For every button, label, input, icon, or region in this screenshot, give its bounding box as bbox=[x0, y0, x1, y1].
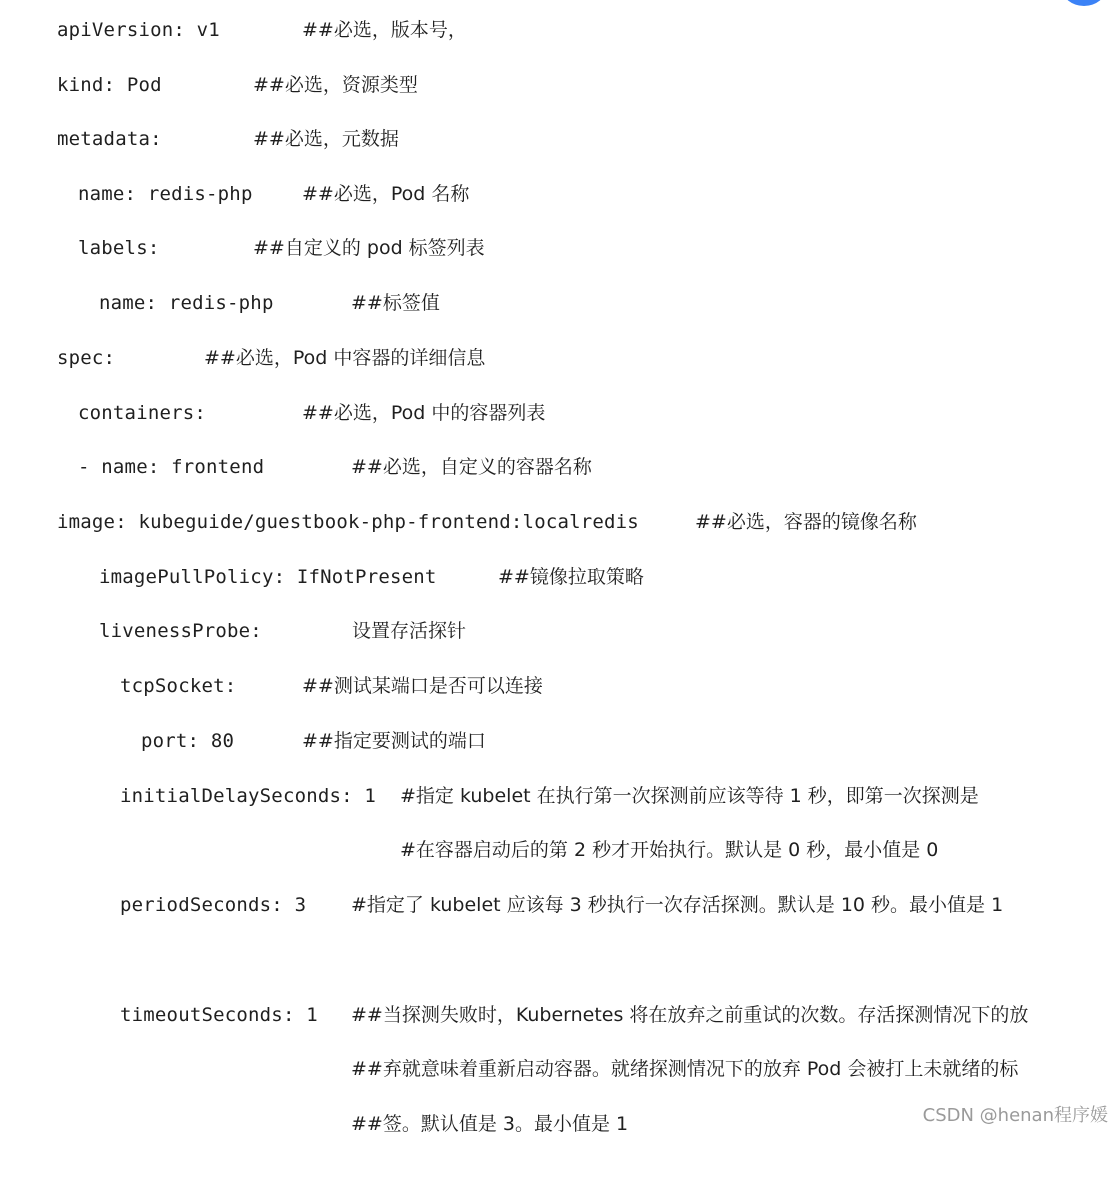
yaml-key: name: redis-php bbox=[78, 183, 253, 205]
yaml-line bbox=[0, 68, 418, 102]
yaml-comment: #在容器启动后的第 2 秒才开始执行。默认是 0 秒，最小值是 0 bbox=[400, 839, 939, 861]
yaml-comment: ##指定要测试的端口 bbox=[302, 730, 486, 752]
yaml-comment: ##测试某端口是否可以连接 bbox=[302, 675, 543, 697]
yaml-line bbox=[0, 724, 486, 758]
yaml-line bbox=[0, 177, 470, 211]
yaml-line bbox=[0, 833, 939, 867]
yaml-key: name: redis-php bbox=[99, 292, 274, 314]
yaml-line bbox=[0, 396, 546, 430]
yaml-comment: ##必选，Pod 中的容器列表 bbox=[302, 402, 546, 424]
yaml-comment: ##必选，Pod 中容器的详细信息 bbox=[204, 347, 486, 369]
yaml-comment: ##必选，容器的镜像名称 bbox=[695, 511, 917, 533]
yaml-key: tcpSocket: bbox=[120, 675, 237, 697]
yaml-key: livenessProbe: bbox=[99, 620, 262, 642]
yaml-comment: ##自定义的 pod 标签列表 bbox=[253, 237, 485, 259]
yaml-key: labels: bbox=[78, 237, 160, 259]
yaml-key: image: kubeguide/guestbook-php-frontend:localredis bbox=[57, 511, 639, 533]
yaml-key: port: 80 bbox=[141, 730, 235, 752]
yaml-key: kind: Pod bbox=[57, 74, 162, 96]
yaml-line bbox=[0, 1052, 1019, 1086]
yaml-comment: ##必选，自定义的容器名称 bbox=[351, 456, 592, 478]
corner-badge[interactable] bbox=[1062, 0, 1106, 6]
yaml-key: spec: bbox=[57, 347, 116, 369]
yaml-line bbox=[0, 13, 467, 47]
yaml-comment: ##镜像拉取策略 bbox=[498, 566, 644, 588]
yaml-line bbox=[0, 505, 917, 539]
yaml-line bbox=[0, 122, 399, 156]
yaml-line bbox=[0, 669, 543, 703]
yaml-line bbox=[0, 614, 467, 648]
yaml-line bbox=[0, 341, 486, 375]
yaml-key: apiVersion: v1 bbox=[57, 19, 220, 41]
yaml-comment: 设置存活探针 bbox=[352, 620, 467, 642]
yaml-line bbox=[0, 779, 979, 813]
yaml-key: containers: bbox=[78, 402, 207, 424]
yaml-comment: ##当探测失败时，Kubernetes 将在放弃之前重试的次数。存活探测情况下的放 bbox=[351, 1004, 1029, 1026]
yaml-key: imagePullPolicy: IfNotPresent bbox=[99, 566, 437, 588]
yaml-line bbox=[0, 450, 592, 484]
yaml-key: initialDelaySeconds: 1 bbox=[120, 785, 377, 807]
yaml-line bbox=[0, 560, 644, 594]
yaml-comment: ##必选，版本号， bbox=[302, 19, 467, 41]
yaml-line bbox=[0, 1107, 629, 1141]
yaml-line bbox=[0, 231, 485, 265]
yaml-line bbox=[0, 286, 440, 320]
yaml-comment: ##必选，Pod 名称 bbox=[302, 183, 470, 205]
yaml-key: periodSeconds: 3 bbox=[120, 894, 307, 916]
yaml-comment: #指定了 kubelet 应该每 3 秒执行一次存活探测。默认是 10 秒。最小值是 1 bbox=[351, 894, 1004, 916]
csdn-watermark: CSDN @henan程序媛 bbox=[922, 1105, 1108, 1126]
yaml-key: metadata: bbox=[57, 128, 162, 150]
yaml-comment: ##必选，元数据 bbox=[253, 128, 399, 150]
yaml-comment: ##签。默认值是 3。最小值是 1 bbox=[351, 1113, 629, 1135]
yaml-key: - name: frontend bbox=[78, 456, 265, 478]
yaml-comment: ##标签值 bbox=[351, 292, 440, 314]
yaml-key: timeoutSeconds: 1 bbox=[120, 1004, 318, 1026]
yaml-line bbox=[0, 888, 1004, 922]
yaml-comment: ##必选，资源类型 bbox=[253, 74, 418, 96]
yaml-line bbox=[0, 998, 1029, 1032]
yaml-comment: ##弃就意味着重新启动容器。就绪探测情况下的放弃 Pod 会被打上未就绪的标 bbox=[351, 1058, 1019, 1080]
yaml-comment: #指定 kubelet 在执行第一次探测前应该等待 1 秒，即第一次探测是 bbox=[400, 785, 979, 807]
